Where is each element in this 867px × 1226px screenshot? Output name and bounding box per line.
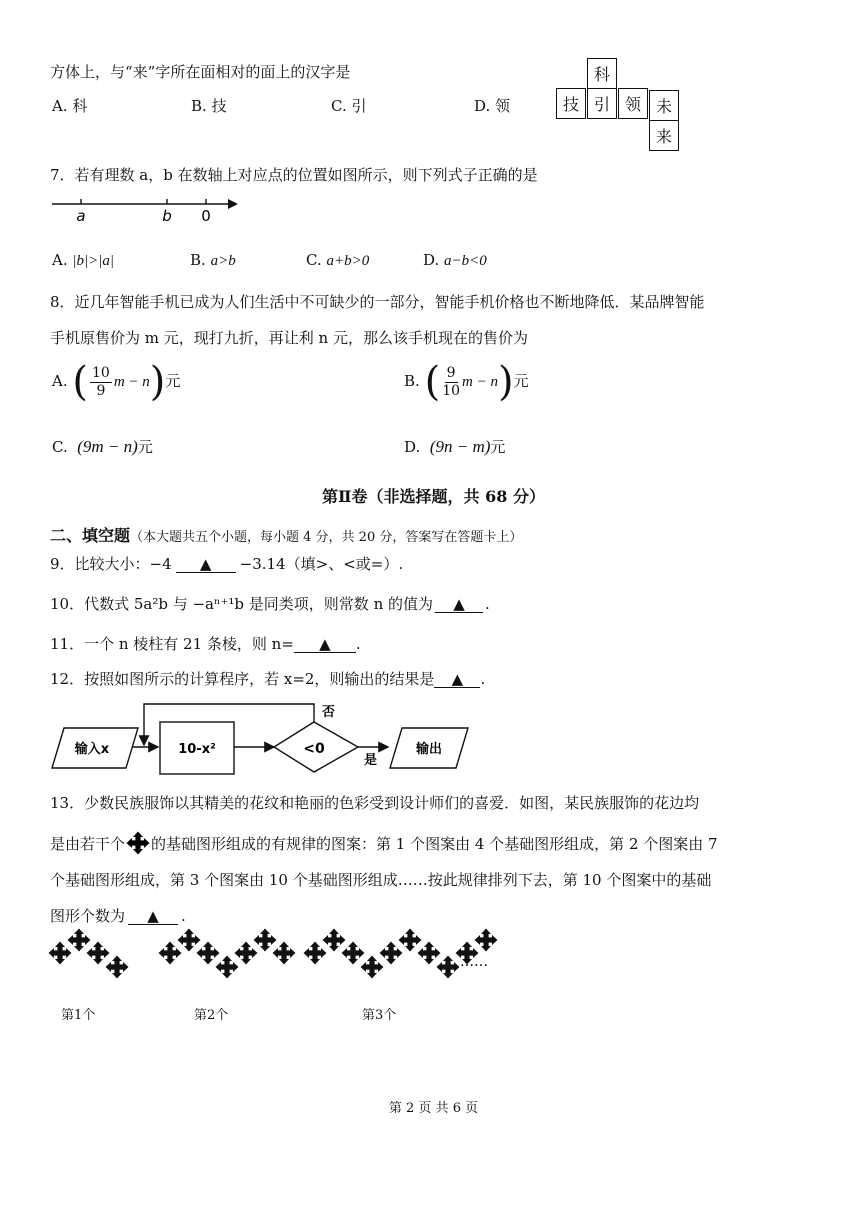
q6-option-c — [331, 95, 367, 116]
pattern-flower-icon — [49, 942, 72, 965]
pattern-ellipsis: …… — [460, 954, 488, 970]
option-letter: D. — [474, 97, 491, 115]
q6-option-d — [474, 95, 510, 116]
flower-icon — [125, 830, 151, 856]
q8-option-a: A. ( $\frac{10}{9}$ m − n)元 — [52, 359, 181, 405]
option-text: a>b — [210, 253, 236, 269]
caption-2: 第2个 — [194, 1008, 229, 1023]
section2-note: （本大题共五个小题，每小题 4 分，共 20 分，答案写在答题卡上） — [130, 530, 523, 545]
net-cell-top: 科 — [587, 58, 617, 89]
q13-line3: 个基础图形组成，第 3 个图案由 10 个基础图形组成……按此规律排列下去，第 10 个图案中的基础 — [50, 871, 712, 889]
q13-line2: 是由若干个 的基础图形组成的有规律的图案：第 1 个图案由 4 个基础图形组成，第 2 个图案由 7 — [50, 830, 718, 856]
output-label: 输出 — [415, 742, 443, 757]
q6-option-b — [191, 95, 227, 116]
option-text: 领 — [495, 97, 511, 115]
pattern-flower-icon — [235, 942, 258, 965]
pattern-flowers — [49, 929, 498, 979]
caption-1: 第1个 — [61, 1008, 96, 1023]
option-text: |b|>|a| — [72, 253, 115, 269]
q8-option-b: B. ( $\frac{9}{10}$ m − n)元 — [404, 359, 529, 405]
pattern-flower-icon — [106, 956, 129, 979]
fraction: $\frac{9}{10}$ — [442, 364, 461, 399]
q8-line1: 8．近几年智能手机已成为人们生活中不可缺少的一部分，智能手机价格也不断地降低．某品牌智能 — [50, 293, 705, 311]
option-letter: C. — [52, 438, 68, 456]
compute-label: 10-x² — [178, 742, 216, 757]
no-label: 否 — [322, 705, 336, 720]
q8-option-c: C. (9m − n)元 — [52, 437, 153, 456]
pattern-flower-icon — [437, 956, 460, 979]
q7-stem: 7．若有理数 a，b 在数轴上对应点的位置如图所示，则下列式子正确的是 — [50, 166, 538, 184]
option-letter: C. — [306, 251, 322, 269]
q11: 11．一个 n 棱柱有 21 条棱，则 n= ▲ . — [50, 635, 361, 653]
option-letter: B. — [404, 372, 420, 390]
number-line-arrow — [228, 199, 238, 209]
option-text: 技 — [211, 97, 227, 115]
caption-3: 第3个 — [362, 1008, 397, 1023]
fraction: $\frac{10}{9}$ — [92, 364, 110, 399]
net-cell-bottom: 来 — [649, 120, 679, 151]
part2-title: 第Ⅱ卷（非选择题，共 68 分） — [322, 487, 545, 506]
option-letter: A. — [52, 251, 68, 269]
q7-option-b — [190, 251, 236, 270]
option-letter: B. — [190, 251, 206, 269]
label-b: b — [162, 207, 172, 225]
decision-label: <0 — [303, 741, 325, 757]
yes-label: 是 — [364, 753, 378, 768]
net-cell-1: 技 — [556, 88, 586, 119]
pattern-flower-icon — [159, 942, 182, 965]
number-line — [48, 192, 248, 228]
pattern-flower-icon — [216, 956, 239, 979]
q7-option-c — [306, 251, 369, 270]
q12: 12．按照如图所示的计算程序，若 x=2，则输出的结果是 ▲ . — [50, 670, 486, 688]
option-text: a+b>0 — [326, 253, 370, 269]
q13-line4: 图形个数为 ▲ . — [50, 907, 186, 925]
q8-option-d: D. (9n − m)元 — [404, 437, 506, 456]
option-letter: A. — [52, 372, 68, 390]
answer-blank: ▲ — [435, 596, 483, 613]
q10: 10．代数式 5a²b 与 −aⁿ⁺¹b 是同类项，则常数 n 的值为 ▲ . — [50, 595, 490, 613]
answer-blank: ▲ — [434, 671, 480, 688]
page-footer: 第 2 页 共 6 页 — [388, 1101, 479, 1116]
q6-stem: 方体上，与“来”字所在面相对的面上的汉字是 — [50, 63, 351, 81]
flowchart — [48, 700, 478, 780]
pattern-flower-icon — [399, 929, 422, 952]
pattern-flower-icon — [304, 942, 327, 965]
pattern-flower-icon — [197, 942, 220, 965]
option-letter: D. — [423, 251, 440, 269]
option-letter: C. — [331, 97, 347, 115]
net-cell-2: 引 — [587, 88, 617, 119]
pattern-flower-icon — [178, 929, 201, 952]
option-text: a−b<0 — [444, 253, 487, 269]
pattern-flower-icon — [273, 942, 296, 965]
pattern-flower-icon — [342, 942, 365, 965]
input-label: 输入x — [74, 742, 110, 757]
q9: 9．比较大小：−4 ▲ −3.14（填>、<或=）. — [50, 555, 404, 573]
answer-blank: ▲ — [176, 556, 236, 573]
label-a: a — [76, 207, 86, 225]
option-letter: B. — [191, 97, 207, 115]
answer-blank: ▲ — [294, 636, 356, 653]
option-letter: D. — [404, 438, 421, 456]
option-text: 引 — [351, 97, 367, 115]
pattern-flower-icon — [323, 929, 346, 952]
net-cell-3: 领 — [618, 88, 648, 119]
pattern-flower-icon — [418, 942, 441, 965]
pattern-flower-icon — [87, 942, 110, 965]
pattern-flower-icon — [475, 929, 498, 952]
net-cell-4: 未 — [649, 90, 679, 121]
q7-option-a — [52, 251, 114, 270]
answer-blank: ▲ — [128, 908, 178, 925]
section2-header — [50, 523, 522, 546]
section2-title: 二、填空题 — [50, 526, 131, 545]
pattern-figures — [40, 922, 500, 992]
pattern-flower-icon — [380, 942, 403, 965]
q7-option-d — [423, 251, 487, 270]
pattern-flower-icon — [68, 929, 91, 952]
option-text: 科 — [72, 97, 88, 115]
q13-line1: 13．少数民族服饰以其精美的花纹和艳丽的色彩受到设计师们的喜爱．如图，某民族服饰的花边均 — [50, 794, 700, 812]
option-letter: A. — [52, 97, 68, 115]
q8-line2: 手机原售价为 m 元，现打九折，再让利 n 元，那么该手机现在的售价为 — [50, 329, 528, 347]
q6-option-a — [52, 95, 87, 116]
pattern-flower-icon — [361, 956, 384, 979]
pattern-flower-icon — [254, 929, 277, 952]
label-zero: 0 — [201, 207, 211, 225]
